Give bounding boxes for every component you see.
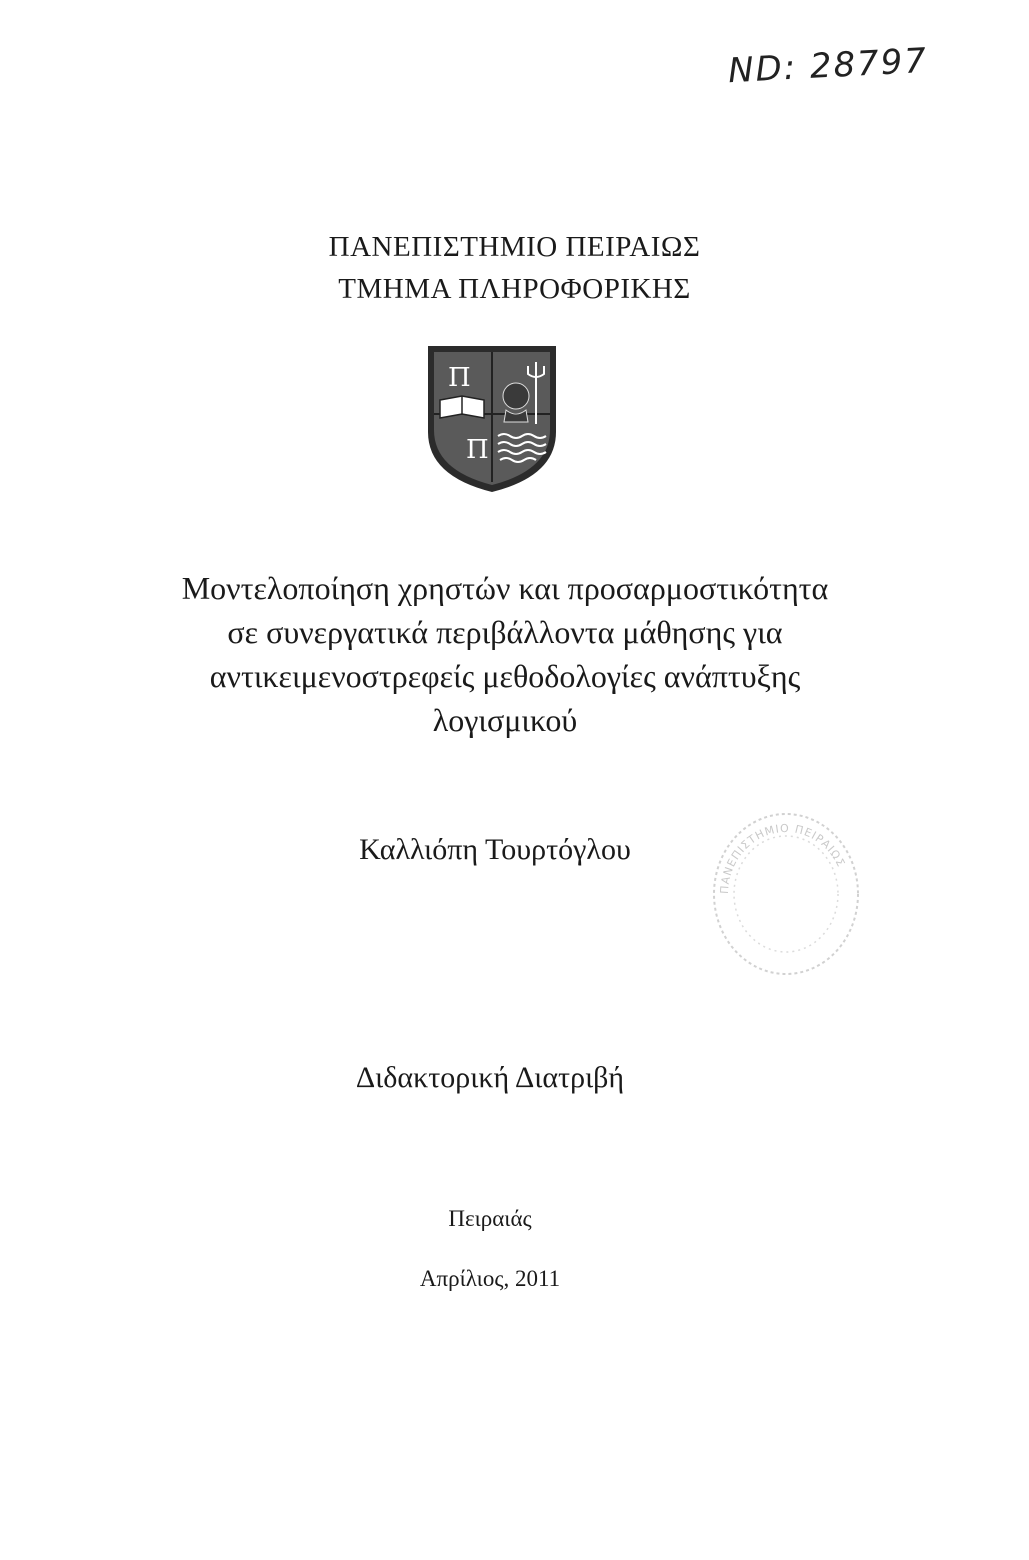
university-name: ΠΑΝΕΠΙΣΤΗΜΙΟ ΠΕΙΡΑΙΩΣ	[328, 231, 701, 263]
svg-text:ΠΑΝΕΠΙΣΤΗΜΙΟ ΠΕΙΡΑΙΩΣ	[718, 822, 848, 894]
title-line-4: λογισμικού	[432, 702, 578, 738]
city: Πειραιάς	[448, 1206, 532, 1231]
institution-header	[0, 226, 1029, 310]
department-name: ΤΜΗΜΑ ΠΛΗΡΟΦΟΡΙΚΗΣ	[338, 273, 691, 305]
title-line-3: αντικειμενοστρεφείς μεθοδολογίες ανάπτυξης	[209, 658, 801, 694]
handwritten-catalog-number: ND: 28797	[727, 40, 929, 92]
title-line-2: σε συνεργατικά περιβάλλοντα μάθησης για	[227, 614, 783, 650]
svg-text:Π: Π	[466, 435, 489, 465]
university-crest-icon	[426, 344, 558, 494]
title-line-1: Μοντελοποίηση χρηστών και προσαρμοστικότητα	[181, 570, 829, 606]
document-type: Διδακτορική Διατριβή	[355, 1061, 625, 1094]
svg-text:Π: Π	[448, 363, 471, 393]
author-name: Καλλιόπη Τουρτόγλου	[359, 833, 631, 866]
library-stamp-icon	[706, 806, 866, 982]
stamp-text: ΠΑΝΕΠΙΣΤΗΜΙΟ ΠΕΙΡΑΙΩΣ	[717, 821, 848, 895]
thesis-title	[0, 566, 1010, 742]
publication-date: Απρίλιος, 2011	[419, 1266, 561, 1291]
